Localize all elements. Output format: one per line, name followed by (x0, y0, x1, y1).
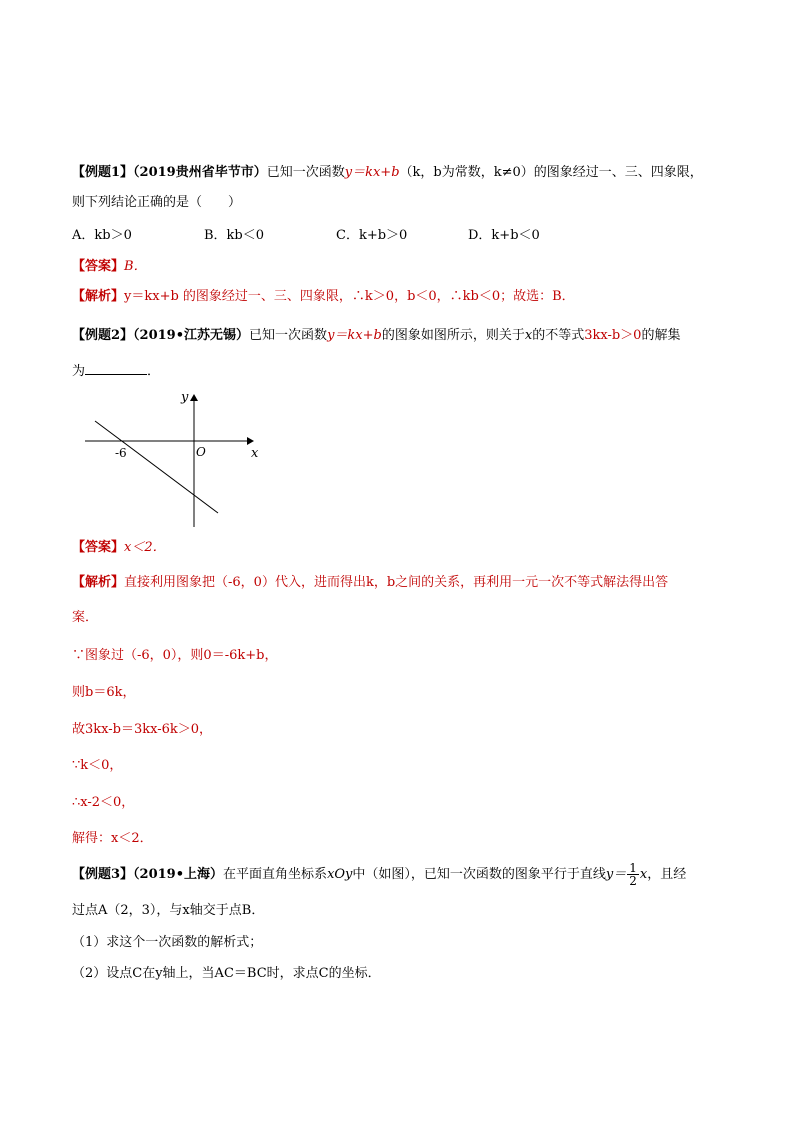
example-1-analysis (72, 288, 575, 306)
option-c: C．k+b＞0 (336, 228, 408, 243)
solution-step-2: 则b＝6k， (72, 685, 136, 700)
x-axis-label: x (251, 446, 259, 461)
example-1-tag: 【例题1】 (72, 165, 134, 180)
example-2-source: （2019•江苏无锡） (133, 328, 250, 343)
answer-value: B． (124, 259, 147, 274)
example-3-y: y＝ (605, 867, 627, 882)
example-3-stem-b: 中（如图），已知一次函数的图象平行于直线 (352, 867, 606, 882)
example-3-question-2: （2）设点C在y轴上，当AC＝BC时，求点C的坐标． (72, 966, 381, 981)
example-2-answer (72, 539, 166, 557)
example-3-stem-c: ，且经 (647, 867, 687, 882)
example-3-xoy: xOy (327, 867, 353, 882)
example-3-question-1: （1）求这个一次函数的解析式； (72, 935, 263, 950)
fraction-denominator: 2 (629, 874, 637, 888)
answer-tag: 【答案】 (72, 540, 125, 555)
example-2-graph (85, 385, 275, 530)
example-2-stem-c: 的不等式 (532, 328, 585, 343)
example-3-x: x (639, 867, 648, 882)
answer-value: x＜2． (124, 540, 166, 555)
example-1-stem-line-2: 则下列结论正确的是（ ） (72, 195, 242, 210)
example-1-source: （2019贵州省毕节市） (133, 165, 267, 180)
example-2-stem-end: ． (147, 364, 161, 379)
fraction (627, 862, 639, 887)
example-3-stem-a: 在平面直角坐标系 (223, 867, 328, 882)
y-axis-label: y (181, 390, 189, 405)
solution-step-5: ∴x-2＜0， (72, 795, 135, 810)
function-line (95, 421, 218, 513)
origin-label: O (196, 445, 206, 459)
option-d: D．k+b＜0 (468, 228, 540, 243)
option-b: B．kb＜0 (204, 228, 265, 243)
example-2-tag: 【例题2】 (72, 328, 134, 343)
example-2-stem-a: 已知一次函数 (249, 328, 328, 343)
example-2-analysis-line-1 (72, 574, 668, 592)
example-2-stem-line-1 (72, 327, 680, 345)
solution-step-6: 解得：x＜2． (72, 831, 153, 846)
example-3-tag: 【例题3】 (72, 867, 134, 882)
solution-step-1: ∵图象过（-6，0），则0＝-6k+b， (72, 648, 278, 663)
example-1-answer (72, 258, 147, 276)
example-2-stem-b: 的图象如图所示，则关于 (381, 328, 525, 343)
example-1-formula: y＝kx+b (344, 165, 400, 180)
solution-step-4: ∵k＜0， (72, 758, 123, 773)
intercept-label: -6 (115, 446, 127, 460)
option-a: A．kb＞0 (72, 228, 132, 243)
example-3-stem-line-1 (72, 862, 686, 887)
example-2-stem-line-2 (72, 362, 160, 381)
example-1-options (72, 227, 540, 245)
example-3-stem-line-2: 过点A（2，3），与x轴交于点B． (72, 903, 265, 918)
example-3-source: （2019•上海） (133, 867, 224, 882)
solution-step-3: 故3kx-b＝3kx-6k＞0， (72, 722, 213, 737)
answer-tag: 【答案】 (72, 259, 125, 274)
example-2-stem-line2: 为 (72, 364, 86, 379)
example-1-stem-line-1 (72, 164, 703, 182)
example-1-stem-a: 已知一次函数 (266, 165, 345, 180)
example-2-var: x (524, 328, 533, 343)
answer-blank (85, 362, 147, 375)
analysis-tag: 【解析】 (72, 289, 125, 304)
fraction-numerator: 1 (629, 861, 637, 875)
analysis-tag: 【解析】 (72, 575, 125, 590)
example-2-inequality: 3kx-b＞0 (584, 328, 642, 343)
example-2-stem-d: 的解集 (641, 328, 681, 343)
example-1-stem-b: （k，b为常数，k≠0）的图象经过一、三、四象限， (399, 165, 703, 180)
analysis-text: y＝kx+b 的图象经过一、三、四象限，∴k＞0，b＜0，∴kb＜0；故选：B． (124, 289, 575, 304)
example-2-analysis-line-2: 案． (72, 610, 99, 625)
analysis-text-1: 直接利用图象把（-6，0）代入，进而得出k，b之间的关系，再利用一元一次不等式解法得出答 (124, 575, 669, 590)
example-2-formula: y＝kx+b (327, 328, 382, 343)
